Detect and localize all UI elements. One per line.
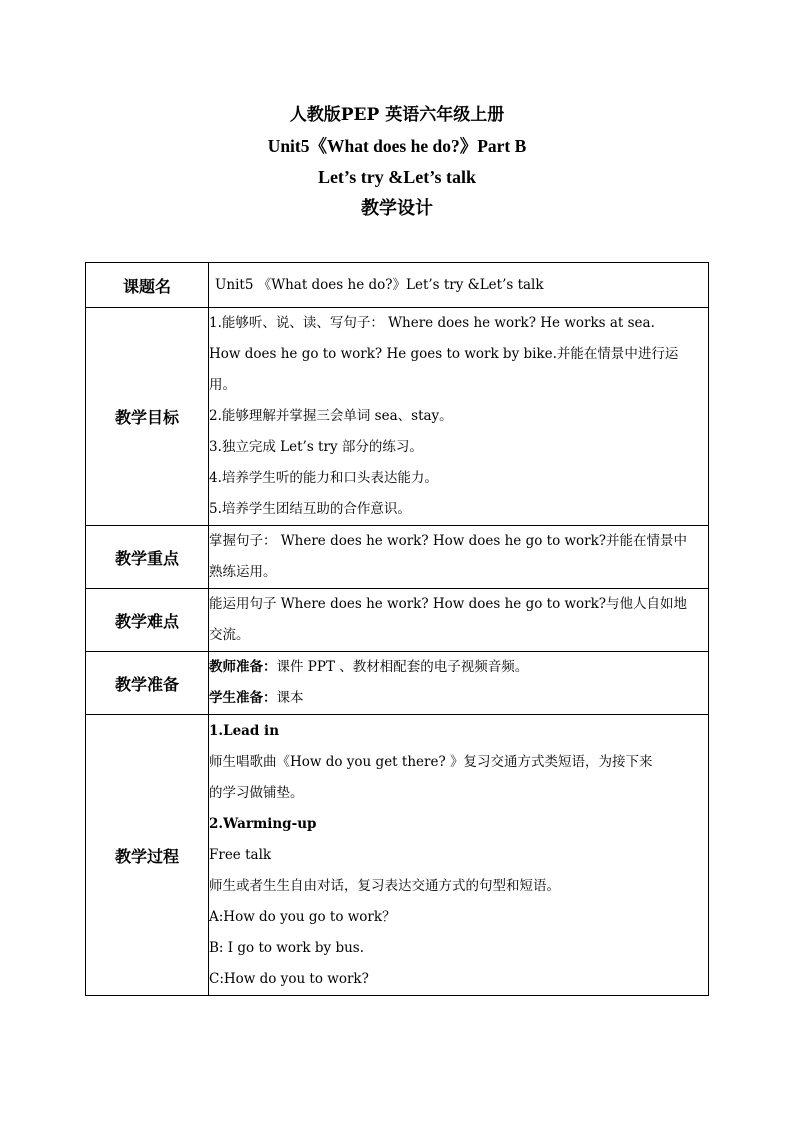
process-content <box>209 715 709 996</box>
section-title: Let’s try &Let’s talk <box>317 167 477 187</box>
goal-line: 3.独立完成 Let’s try 部分的练习。 <box>209 439 423 455</box>
teacher-prep-label: 教师准备： <box>209 659 277 675</box>
goal-line: 2.能够理解并掌握三会单词 sea、stay。 <box>209 408 453 424</box>
goal-line: How does he go to work? He goes to work by bike.并能在情景中进行运 <box>209 346 679 362</box>
process-label: 教学过程 <box>86 715 209 996</box>
student-prep-line <box>209 683 708 714</box>
process-line: 师生唱歌曲《How do you get there? 》复习交通方式类短语，为接下来 <box>209 753 653 770</box>
topic-value <box>209 263 709 308</box>
table-row-process <box>86 715 709 996</box>
goals-content <box>209 308 709 526</box>
goals-label: 教学目标 <box>86 308 209 526</box>
table-row-topic <box>86 263 709 308</box>
teacher-prep-line <box>209 652 708 683</box>
goal-line: 1.能够听、说、读、写句子： Where does he work? He works at sea. <box>209 315 655 331</box>
table-row-preparation <box>86 652 709 715</box>
process-line: A:How do you go to work？ <box>209 908 396 925</box>
process-heading: 2.Warming-up <box>209 815 317 832</box>
book-title: 人教版PEP 英语六年级上册 <box>289 105 505 125</box>
key-points-label: 教学重点 <box>86 526 209 589</box>
goal-line: 4.培养学生听的能力和口头表达能力。 <box>209 470 438 486</box>
preparation-label: 教学准备 <box>86 652 209 715</box>
process-line: 的学习做铺垫。 <box>209 784 304 801</box>
difficulty-line: 能运用句子 Where does he work? How does he go to work?与他人自如地 <box>209 596 688 612</box>
key-point-line: 熟练运用。 <box>209 564 277 580</box>
unit-title: Unit5《What does he do?》Part B <box>267 136 527 156</box>
preparation-content <box>209 652 709 715</box>
table-row-goals <box>86 308 709 526</box>
table-row-key-points <box>86 526 709 589</box>
difficulties-label: 教学难点 <box>86 589 209 652</box>
difficulties-content <box>209 589 709 652</box>
goal-line: 用。 <box>209 377 236 393</box>
student-prep-value: 课本 <box>276 690 304 706</box>
document-header <box>0 100 794 224</box>
lesson-plan-table <box>85 262 709 996</box>
goal-line: 5.培养学生团结互助的合作意识。 <box>209 501 411 517</box>
topic-text: Unit5 《What does he do?》Let’s try &Let’s talk <box>215 277 544 293</box>
student-prep-label: 学生准备： <box>209 690 277 706</box>
key-points-content <box>209 526 709 589</box>
topic-label: 课题名 <box>86 263 209 308</box>
key-point-line: 掌握句子： Where does he work? How does he go to work?并能在情景中 <box>209 533 688 549</box>
process-line: 师生或者生生自由对话，复习表达交通方式的句型和短语。 <box>209 877 560 894</box>
difficulty-line: 交流。 <box>209 627 250 643</box>
process-line: B: I go to work by bus. <box>209 939 365 956</box>
process-line: Free talk <box>209 846 272 863</box>
process-heading: 1.Lead in <box>209 722 280 739</box>
table-row-difficulties <box>86 589 709 652</box>
process-line: C:How do you to work? <box>209 970 369 987</box>
teacher-prep-value: 课件 PPT 、教材相配套的电子视频音频。 <box>276 659 529 675</box>
doc-type-title: 教学设计 <box>361 198 433 219</box>
